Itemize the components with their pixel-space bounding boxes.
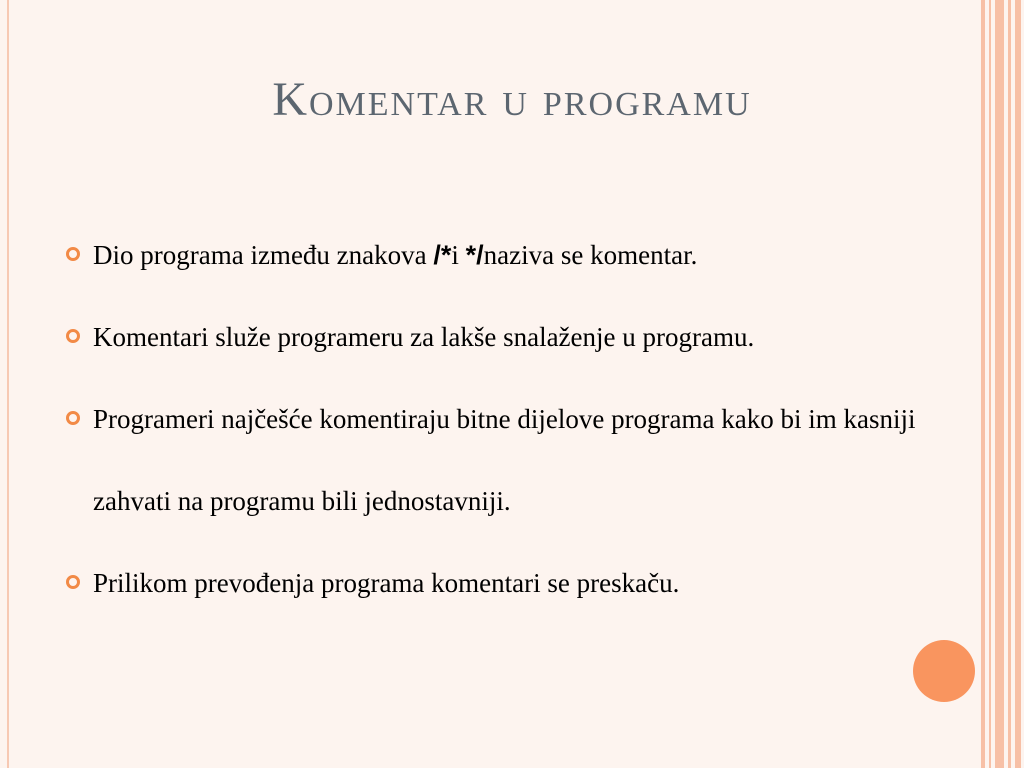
bullet-list	[66, 214, 966, 624]
bullet-text: Programeri najčešće komentiraju bitne dijelove programa kako bi im kasniji zahvati na programu bili jednostavniji.	[93, 404, 916, 516]
bullet-circle-icon	[66, 329, 80, 343]
bullet-circle-icon	[66, 247, 80, 261]
bullet-item	[66, 296, 966, 378]
bullet-item	[66, 542, 966, 624]
bullet-item	[66, 214, 966, 296]
bullet-text-part: naziva se komentar.	[483, 240, 698, 270]
bullet-code-token: /*	[433, 240, 452, 270]
decorative-circle	[913, 640, 975, 702]
bullet-text: Prilikom prevođenja programa komentari se preskaču.	[93, 568, 680, 598]
bullet-text-part: i	[451, 240, 466, 270]
bullet-code-token: */	[465, 240, 484, 270]
bullet-item	[66, 378, 966, 542]
bullet-circle-icon	[66, 575, 80, 589]
slide-title: Komentar u programu	[272, 73, 752, 126]
bullet-circle-icon	[66, 411, 80, 425]
bullet-text-part: Dio programa između znakova	[93, 240, 434, 270]
bullet-text: Komentari služe programeru za lakše snalaženje u programu.	[93, 322, 755, 352]
